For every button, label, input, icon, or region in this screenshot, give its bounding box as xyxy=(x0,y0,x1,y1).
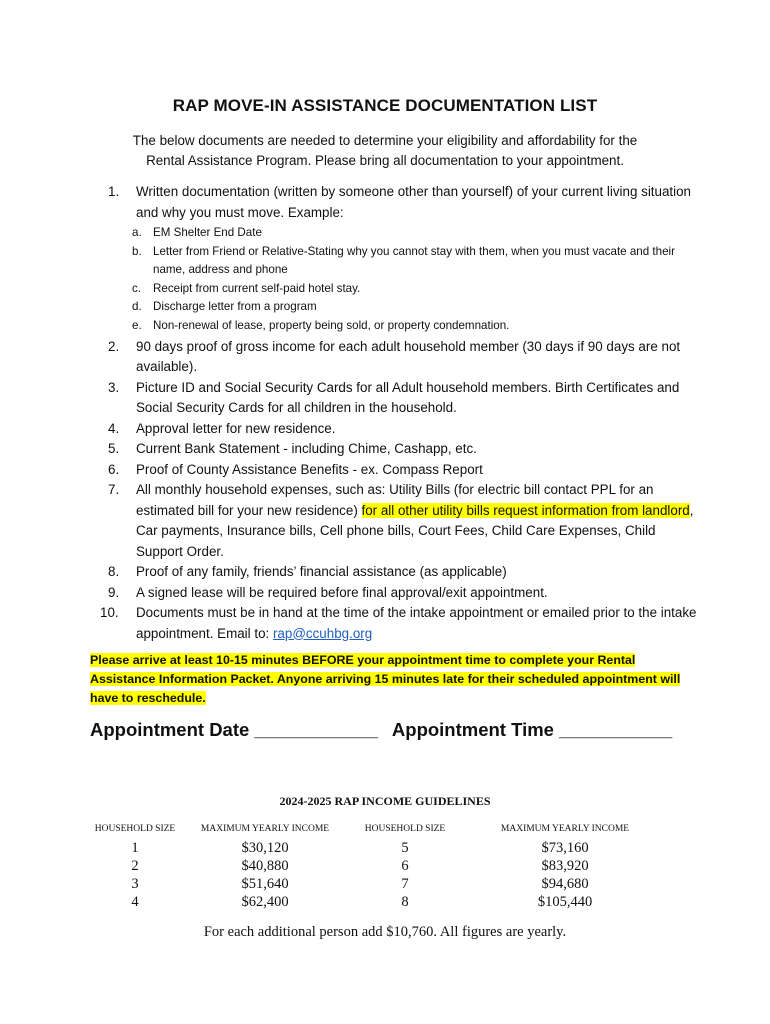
item-number: 4. xyxy=(108,420,120,436)
email-link[interactable]: rap@ccuhbg.org xyxy=(272,625,373,641)
sub-letter: d. xyxy=(132,300,142,314)
table-cell: $83,920 xyxy=(541,858,589,874)
table-cell: $94,680 xyxy=(541,876,589,892)
item-text: A signed lease will be required before final approval/exit appointment. xyxy=(136,584,548,600)
sub-letter: c. xyxy=(132,281,142,295)
list-item xyxy=(108,480,698,562)
list-item xyxy=(108,562,698,583)
table-cell: 6 xyxy=(401,858,409,874)
item-number: 3. xyxy=(108,379,120,395)
sub-text: Non-renewal of lease, property being sold, or property condemnation. xyxy=(153,318,510,332)
list-item xyxy=(108,439,698,460)
income-guidelines-title: 2024-2025 RAP INCOME GUIDELINES xyxy=(279,794,491,808)
sub-text: EM Shelter End Date xyxy=(153,226,262,239)
page-title: RAP MOVE-IN ASSISTANCE DOCUMENTATION LIST xyxy=(172,96,598,115)
list-item xyxy=(108,419,698,440)
item-number: 6. xyxy=(108,461,120,477)
sub-item xyxy=(108,298,698,317)
item-text-part: All monthly household expenses, such as: Utility Bills (for electric bill contact PPL for an estimated bill for your new residence) xyxy=(136,482,654,518)
item-number: 8. xyxy=(108,564,120,580)
item-number: 9. xyxy=(108,584,120,600)
appointment-date-field[interactable]: Appointment Date ____________ xyxy=(90,719,378,740)
sub-item xyxy=(108,317,698,336)
income-footnote: For each additional person add $10,760. All figures are yearly. xyxy=(203,924,567,940)
table-row xyxy=(90,894,650,912)
item-text: Proof of any family, friends’ financial assistance (as applicable) xyxy=(136,564,507,580)
sub-item xyxy=(108,280,698,299)
table-cell: $30,120 xyxy=(241,840,289,856)
table-row xyxy=(90,876,650,894)
table-cell: 4 xyxy=(131,894,139,910)
sub-text: Receipt from current self-paid hotel stay. xyxy=(153,281,361,295)
documents-list xyxy=(100,182,698,644)
list-item xyxy=(108,337,698,378)
item-text: Picture ID and Social Security Cards for all Adult household members. Birth Certificates and Social Security Cards for all children in the household. xyxy=(136,379,680,416)
highlighted-text: for all other utility bills request information from landlord xyxy=(361,502,690,518)
table-row xyxy=(90,840,650,858)
table-cell: $51,640 xyxy=(241,876,289,892)
list-item xyxy=(108,460,698,481)
sub-text: Letter from Friend or Relative-Stating why you cannot stay with them, when you must vacate and their name, address and phone xyxy=(153,244,675,277)
intro-paragraph xyxy=(100,131,670,171)
table-row xyxy=(90,858,650,876)
table-header xyxy=(90,824,650,840)
item-text: Current Bank Statement - including Chime, Cashapp, etc. xyxy=(136,441,477,457)
sub-letter: b. xyxy=(132,244,142,258)
column-header: MAXIMUM YEARLY INCOME xyxy=(500,824,630,834)
table-cell: $105,440 xyxy=(537,894,593,910)
arrival-notice xyxy=(90,651,690,708)
list-item xyxy=(108,378,698,419)
table-cell: $40,880 xyxy=(241,858,289,874)
item-text: Approval letter for new residence. xyxy=(136,420,336,436)
income-table xyxy=(90,824,650,912)
table-cell: 7 xyxy=(401,876,409,892)
item-text: Written documentation (written by someone other than yourself) of your current living situation and why you must move. Example: xyxy=(136,184,691,220)
table-cell: 5 xyxy=(401,840,409,856)
item-text: 90 days proof of gross income for each adult household member (30 days if 90 days are not available). xyxy=(136,338,681,375)
table-cell: $62,400 xyxy=(241,894,289,910)
item-text-part: , Car payments, Insurance bills, Cell phone bills, Court Fees, Child Care Expenses, Child Support Order. xyxy=(136,502,694,559)
intro-line: Rental Assistance Program. Please bring all documentation to your appointment. xyxy=(146,153,624,168)
appointment-line xyxy=(90,719,690,741)
sub-letter: e. xyxy=(132,318,142,332)
sub-item xyxy=(108,224,698,243)
sub-item xyxy=(108,243,698,280)
item-text: Proof of County Assistance Benefits - ex. Compass Report xyxy=(136,461,483,477)
item-number: 7. xyxy=(108,482,120,498)
item-text-part: Documents must be in hand at the time of the intake appointment or emailed prior to the intake appointment. Email to: xyxy=(136,605,697,641)
intro-line: The below documents are needed to determine your eligibility and affordability for the xyxy=(132,133,638,148)
sub-list xyxy=(108,224,698,336)
list-item xyxy=(100,603,698,644)
item-number: 1. xyxy=(108,184,120,199)
item-number: 10. xyxy=(100,605,119,621)
item-text xyxy=(136,603,698,644)
column-header: HOUSEHOLD SIZE xyxy=(94,824,176,834)
sub-text: Discharge letter from a program xyxy=(153,300,317,314)
column-header: HOUSEHOLD SIZE xyxy=(364,824,446,834)
column-header: MAXIMUM YEARLY INCOME xyxy=(200,824,330,834)
item-number: 5. xyxy=(108,441,120,457)
table-cell: 2 xyxy=(131,858,139,874)
list-item xyxy=(108,182,698,223)
item-number: 2. xyxy=(108,338,120,354)
table-cell: $73,160 xyxy=(541,840,589,856)
list-item xyxy=(108,583,698,604)
table-cell: 8 xyxy=(401,894,409,910)
appointment-time-field[interactable]: Appointment Time ___________ xyxy=(391,719,673,740)
item-text xyxy=(136,480,698,562)
notice-text: Please arrive at least 10-15 minutes BEFORE your appointment time to complete your Rental Assistance Information Packet. Anyone arriving 15 minutes late for their scheduled appointment will have to reschedule. xyxy=(90,653,681,705)
table-cell: 1 xyxy=(131,840,139,856)
sub-letter: a. xyxy=(132,226,142,239)
table-cell: 3 xyxy=(131,876,139,892)
